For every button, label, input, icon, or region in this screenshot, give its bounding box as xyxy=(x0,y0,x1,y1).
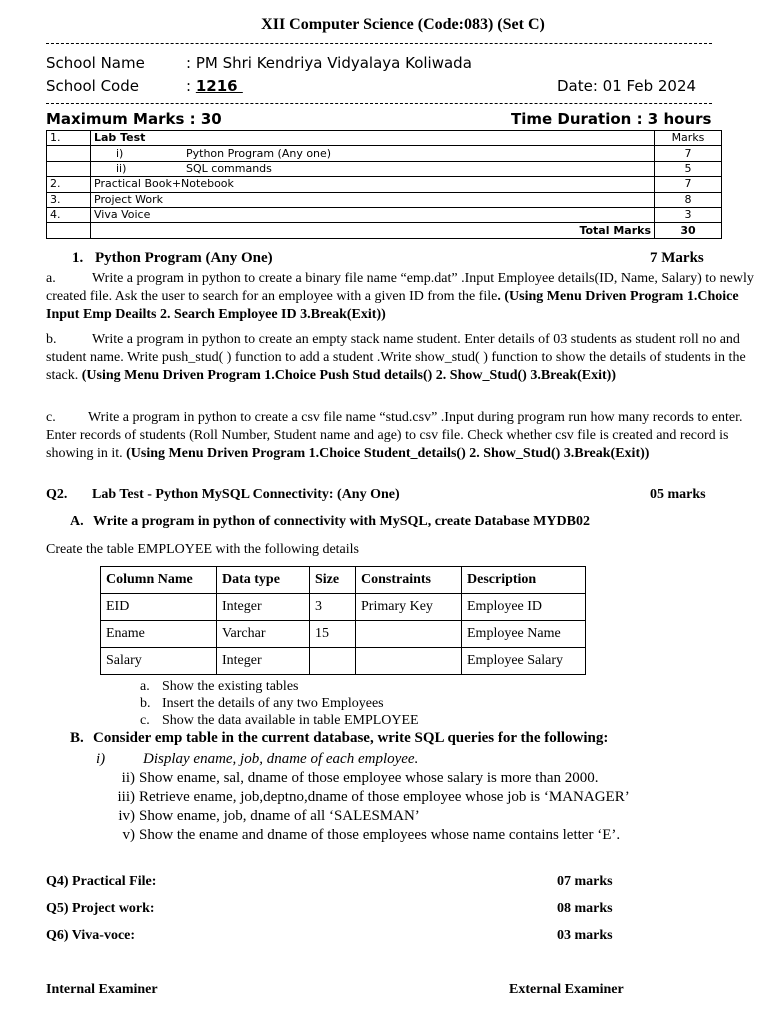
list-text: Show the ename and dname of those employees whose name contains letter ‘E’. xyxy=(139,827,621,843)
list-item xyxy=(92,826,630,845)
option-text: Write a program in python to create an empty stack name student. Enter details of 03 students as student roll no and student name. Write push_stud( ) function to add a student .Write show_stud( ) function to show the details of students in the stack. xyxy=(46,332,746,383)
table-cell: Integer xyxy=(217,648,310,675)
q2-number: Q2. xyxy=(46,487,68,502)
row-number: 1. xyxy=(47,131,91,146)
divider xyxy=(46,43,712,44)
row-label: Lab Test xyxy=(91,131,655,146)
list-text: Display ename, job, dname of each employee. xyxy=(143,751,419,767)
row-marks: 3 xyxy=(655,207,722,222)
row-number: 3. xyxy=(47,192,91,207)
q1-option-b xyxy=(46,331,758,385)
table-row xyxy=(47,223,722,238)
table-cell: Ename xyxy=(101,621,217,648)
list-item xyxy=(92,807,630,826)
school-code-value: 1216 xyxy=(195,77,243,95)
option-text: Write a program in python to create a csv file name “stud.csv” .Input during program run how many records to enter. Enter records of students (Roll Number, Student name and age) to csv file. Check whether csv file is created and record is showing in it. xyxy=(46,410,743,461)
option-label: a. xyxy=(46,271,56,286)
row-number: 2. xyxy=(47,177,91,192)
row-sub: i) xyxy=(116,146,124,160)
q6-marks: 03 marks xyxy=(557,928,613,943)
q1-option-c xyxy=(46,409,758,463)
row-label: Practical Book+Notebook xyxy=(91,177,655,192)
list-text: Insert the details of any two Employees xyxy=(162,696,384,711)
column-header: Description xyxy=(462,567,586,594)
option-text: Write a program in python to create a binary file name “emp.dat” .Input Employee details(ID, Name, Salary) to newly created file. Ask the user to search for an employee with a given ID from the file xyxy=(46,271,754,304)
table-cell: 15 xyxy=(310,621,356,648)
total-value: 30 xyxy=(655,223,722,238)
school-name-label: School Name xyxy=(46,54,145,72)
divider xyxy=(46,103,712,104)
table-cell: Employee Name xyxy=(462,621,586,648)
table-row xyxy=(101,594,586,621)
list-label: c. xyxy=(140,713,150,728)
row-sub: ii) xyxy=(116,161,127,175)
row-number: 4. xyxy=(47,207,91,222)
q1-marks: 7 Marks xyxy=(650,250,704,266)
time-duration: Time Duration : 3 hours xyxy=(511,110,712,128)
list-item xyxy=(140,678,419,695)
part-title: Write a program in python of connectivity with MySQL, create Database MYDB02 xyxy=(93,514,590,529)
employee-table xyxy=(100,566,586,675)
school-code-colon: : xyxy=(186,77,196,95)
table-cell xyxy=(356,648,462,675)
row-label: Viva Voice xyxy=(91,207,655,222)
list-text: Retrieve ename, job,deptno,dname of those employee whose job is ‘MANAGER’ xyxy=(139,789,630,805)
list-item xyxy=(92,788,630,807)
total-label: Total Marks xyxy=(91,223,655,238)
list-item xyxy=(92,750,630,769)
q1-number: 1. xyxy=(72,250,84,266)
row-marks: 5 xyxy=(655,161,722,176)
table-cell: EID xyxy=(101,594,217,621)
table-cell: Employee ID xyxy=(462,594,586,621)
q2-title: Lab Test - Python MySQL Connectivity: (Any One) xyxy=(92,487,400,502)
marks-header: Marks xyxy=(655,131,722,146)
q1-title: Python Program (Any One) xyxy=(95,250,273,266)
q2-marks: 05 marks xyxy=(650,487,706,502)
list-label: iii) xyxy=(117,789,135,805)
list-item xyxy=(140,712,419,729)
school-name-value: : PM Shri Kendriya Vidyalaya Koliwada xyxy=(186,54,472,72)
list-label: v) xyxy=(122,827,135,843)
q1-heading xyxy=(72,250,273,267)
table-cell: Salary xyxy=(101,648,217,675)
q1-option-a xyxy=(46,270,758,324)
row-number xyxy=(47,161,91,176)
part-title: Consider emp table in the current database, write SQL queries for the following: xyxy=(93,730,609,746)
max-marks: Maximum Marks : 30 xyxy=(46,110,222,128)
list-label: b. xyxy=(140,696,151,711)
part-label: B. xyxy=(70,730,84,746)
school-code xyxy=(186,77,243,95)
column-header: Data type xyxy=(217,567,310,594)
table-cell: Primary Key xyxy=(356,594,462,621)
q6-label: Q6) Viva-voce: xyxy=(46,928,136,943)
q2-part-b xyxy=(70,730,608,747)
exam-date: Date: 01 Feb 2024 xyxy=(557,77,697,95)
subtask-list xyxy=(140,678,419,729)
part-label: A. xyxy=(70,514,84,529)
table-row xyxy=(47,177,722,192)
row-label xyxy=(91,146,655,161)
school-code-label: School Code xyxy=(46,77,139,95)
option-bold-text: (Using Menu Driven Program 1.Choice Push Stud details() 2. Show_Stud() 3.Break(Exit)) xyxy=(81,368,616,383)
table-row xyxy=(101,648,586,675)
table-row xyxy=(47,131,722,146)
table-header-row xyxy=(101,567,586,594)
internal-examiner: Internal Examiner xyxy=(46,982,158,997)
row-number xyxy=(47,223,91,238)
table-row xyxy=(47,161,722,176)
row-marks: 8 xyxy=(655,192,722,207)
row-marks: 7 xyxy=(655,177,722,192)
column-header: Constraints xyxy=(356,567,462,594)
list-label: i) xyxy=(96,751,106,767)
row-number xyxy=(47,146,91,161)
column-header: Column Name xyxy=(101,567,217,594)
list-text: Show ename, sal, dname of those employee whose salary is more than 2000. xyxy=(139,770,599,786)
table-cell: Varchar xyxy=(217,621,310,648)
option-bold-text: . (Using Menu Driven Program 1.Choice Input Emp Deailts 2. Search Employee ID 3.Break(Exit)) xyxy=(46,289,739,322)
query-list xyxy=(92,750,630,845)
table-cell xyxy=(310,648,356,675)
list-label: iv) xyxy=(118,808,135,824)
external-examiner: External Examiner xyxy=(509,982,624,997)
page-title: XII Computer Science (Code:083) (Set C) xyxy=(261,16,545,33)
row-text: SQL commands xyxy=(186,161,272,175)
table-cell: Employee Salary xyxy=(462,648,586,675)
q5-label: Q5) Project work: xyxy=(46,901,155,916)
table-row xyxy=(47,146,722,161)
list-item xyxy=(92,769,630,788)
row-marks: 7 xyxy=(655,146,722,161)
table-cell xyxy=(356,621,462,648)
row-text: Python Program (Any one) xyxy=(186,146,332,160)
q2-part-a xyxy=(70,514,590,530)
table-row xyxy=(47,207,722,222)
column-header: Size xyxy=(310,567,356,594)
list-text: Show the existing tables xyxy=(162,679,299,694)
table-row xyxy=(101,621,586,648)
table-cell: 3 xyxy=(310,594,356,621)
q5-marks: 08 marks xyxy=(557,901,613,916)
list-item xyxy=(140,695,419,712)
q2-heading xyxy=(46,487,400,503)
q4-label: Q4) Practical File: xyxy=(46,874,157,889)
q4-marks: 07 marks xyxy=(557,874,613,889)
create-table-text: Create the table EMPLOYEE with the following details xyxy=(46,542,359,557)
option-bold-text: (Using Menu Driven Program 1.Choice Student_details() 2. Show_Stud() 3.Break(Exit)) xyxy=(126,446,650,461)
list-label: a. xyxy=(140,679,150,694)
list-label: ii) xyxy=(121,770,135,786)
list-text: Show the data available in table EMPLOYEE xyxy=(162,713,419,728)
option-label: c. xyxy=(46,410,56,425)
list-text: Show ename, job, dname of all ‘SALESMAN’ xyxy=(139,808,420,824)
row-label: Project Work xyxy=(91,192,655,207)
table-row xyxy=(47,192,722,207)
marks-table xyxy=(46,130,722,239)
row-label xyxy=(91,161,655,176)
table-cell: Integer xyxy=(217,594,310,621)
option-label: b. xyxy=(46,332,57,347)
